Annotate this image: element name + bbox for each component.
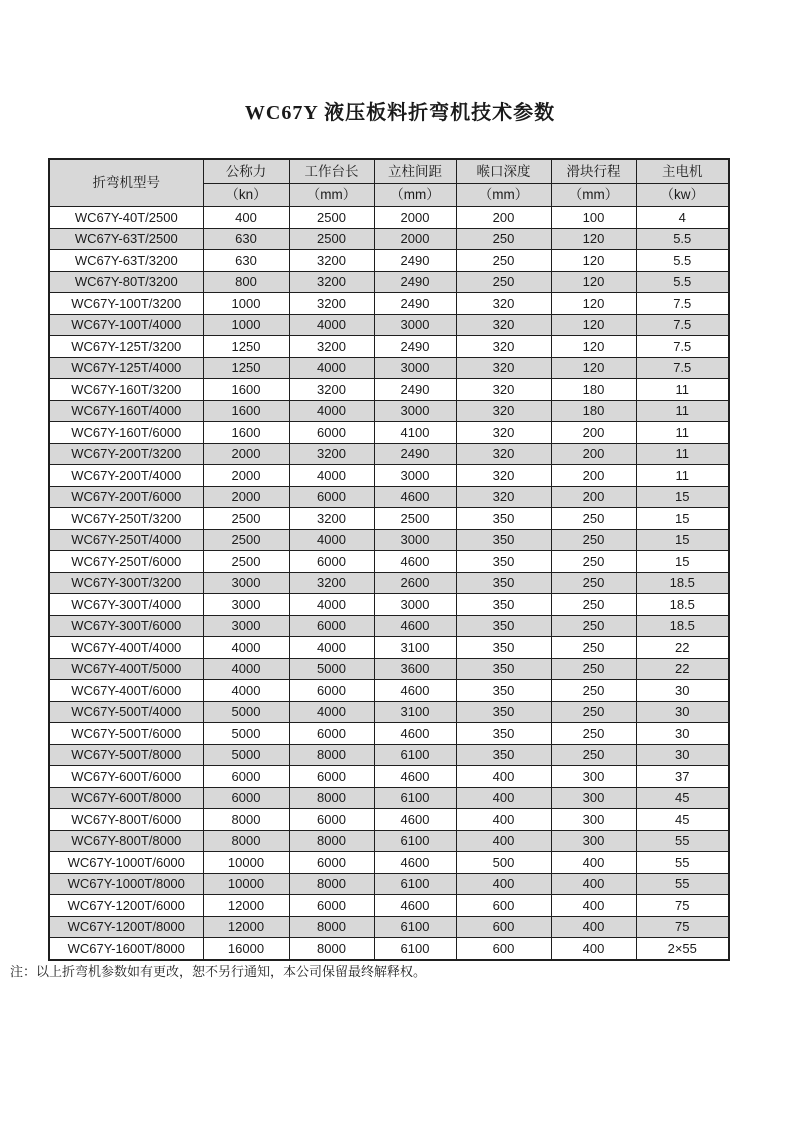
table-row xyxy=(49,830,729,852)
table-row xyxy=(49,809,729,831)
value-cell: 120 xyxy=(551,293,636,315)
value-cell: 250 xyxy=(551,551,636,573)
table-row xyxy=(49,486,729,508)
value-cell: 120 xyxy=(551,228,636,250)
value-cell: 4000 xyxy=(203,658,289,680)
value-cell: 3000 xyxy=(203,615,289,637)
value-cell: 2500 xyxy=(203,529,289,551)
value-cell: 7.5 xyxy=(636,336,729,358)
value-cell: 2490 xyxy=(374,250,456,272)
value-cell: 4000 xyxy=(289,637,374,659)
value-cell: 100 xyxy=(551,207,636,229)
value-cell: 3100 xyxy=(374,701,456,723)
value-cell: 8000 xyxy=(289,830,374,852)
value-cell: 2490 xyxy=(374,293,456,315)
value-cell: 1250 xyxy=(203,336,289,358)
value-cell: 600 xyxy=(456,895,551,917)
value-cell: 10000 xyxy=(203,852,289,874)
value-cell: 12000 xyxy=(203,895,289,917)
value-cell: 4600 xyxy=(374,551,456,573)
value-cell: 18.5 xyxy=(636,572,729,594)
value-cell: 6000 xyxy=(289,895,374,917)
value-cell: 400 xyxy=(456,809,551,831)
model-cell: WC67Y-250T/6000 xyxy=(49,551,203,573)
value-cell: 6000 xyxy=(203,766,289,788)
spec-table-body xyxy=(49,207,729,960)
value-cell: 2000 xyxy=(203,443,289,465)
value-cell: 5.5 xyxy=(636,250,729,272)
value-cell: 2000 xyxy=(203,486,289,508)
value-cell: 55 xyxy=(636,873,729,895)
value-cell: 11 xyxy=(636,465,729,487)
value-cell: 400 xyxy=(551,895,636,917)
table-row xyxy=(49,766,729,788)
value-cell: 3200 xyxy=(289,293,374,315)
value-cell: 8000 xyxy=(289,916,374,938)
value-cell: 4000 xyxy=(289,594,374,616)
value-cell: 6000 xyxy=(203,787,289,809)
value-cell: 600 xyxy=(456,916,551,938)
value-cell: 55 xyxy=(636,830,729,852)
value-cell: 320 xyxy=(456,314,551,336)
value-cell: 6000 xyxy=(289,680,374,702)
value-cell: 4000 xyxy=(203,680,289,702)
value-cell: 320 xyxy=(456,293,551,315)
value-cell: 400 xyxy=(551,852,636,874)
value-cell: 10000 xyxy=(203,873,289,895)
table-row xyxy=(49,422,729,444)
model-cell: WC67Y-300T/3200 xyxy=(49,572,203,594)
header-unit-cell: （mm） xyxy=(374,183,456,207)
value-cell: 400 xyxy=(456,787,551,809)
footnote: 注：以上折弯机参数如有更改，恕不另行通知，本公司保留最终解释权。 xyxy=(10,964,427,979)
value-cell: 320 xyxy=(456,379,551,401)
value-cell: 250 xyxy=(551,658,636,680)
value-cell: 3100 xyxy=(374,637,456,659)
value-cell: 4600 xyxy=(374,486,456,508)
spec-table-header xyxy=(49,159,729,207)
table-row xyxy=(49,508,729,530)
model-cell: WC67Y-600T/6000 xyxy=(49,766,203,788)
value-cell: 5.5 xyxy=(636,271,729,293)
value-cell: 2×55 xyxy=(636,938,729,960)
value-cell: 8000 xyxy=(289,744,374,766)
header-cell: 公称力 xyxy=(203,159,289,183)
value-cell: 6100 xyxy=(374,787,456,809)
model-cell: WC67Y-800T/6000 xyxy=(49,809,203,831)
value-cell: 2500 xyxy=(289,207,374,229)
value-cell: 11 xyxy=(636,400,729,422)
value-cell: 8000 xyxy=(289,787,374,809)
value-cell: 3000 xyxy=(374,357,456,379)
table-row xyxy=(49,400,729,422)
value-cell: 320 xyxy=(456,357,551,379)
value-cell: 250 xyxy=(551,680,636,702)
model-cell: WC67Y-600T/8000 xyxy=(49,787,203,809)
model-cell: WC67Y-400T/4000 xyxy=(49,637,203,659)
value-cell: 120 xyxy=(551,336,636,358)
value-cell: 3000 xyxy=(203,594,289,616)
model-cell: WC67Y-100T/3200 xyxy=(49,293,203,315)
value-cell: 30 xyxy=(636,744,729,766)
value-cell: 3000 xyxy=(374,400,456,422)
value-cell: 3000 xyxy=(374,314,456,336)
model-cell: WC67Y-160T/3200 xyxy=(49,379,203,401)
value-cell: 30 xyxy=(636,723,729,745)
value-cell: 75 xyxy=(636,895,729,917)
value-cell: 320 xyxy=(456,400,551,422)
value-cell: 500 xyxy=(456,852,551,874)
value-cell: 180 xyxy=(551,379,636,401)
value-cell: 11 xyxy=(636,422,729,444)
table-row xyxy=(49,594,729,616)
value-cell: 200 xyxy=(456,207,551,229)
table-row xyxy=(49,336,729,358)
table-row xyxy=(49,293,729,315)
value-cell: 200 xyxy=(551,443,636,465)
table-row xyxy=(49,250,729,272)
value-cell: 6000 xyxy=(289,551,374,573)
value-cell: 250 xyxy=(551,572,636,594)
header-cell-model: 折弯机型号 xyxy=(49,159,203,207)
value-cell: 2490 xyxy=(374,336,456,358)
table-row xyxy=(49,744,729,766)
value-cell: 6000 xyxy=(289,486,374,508)
table-row xyxy=(49,529,729,551)
model-cell: WC67Y-1000T/6000 xyxy=(49,852,203,874)
header-unit-cell: （kn） xyxy=(203,183,289,207)
value-cell: 4600 xyxy=(374,723,456,745)
header-unit-cell: （mm） xyxy=(551,183,636,207)
value-cell: 11 xyxy=(636,443,729,465)
value-cell: 400 xyxy=(456,873,551,895)
value-cell: 350 xyxy=(456,572,551,594)
value-cell: 1250 xyxy=(203,357,289,379)
value-cell: 3200 xyxy=(289,336,374,358)
value-cell: 2000 xyxy=(374,207,456,229)
value-cell: 250 xyxy=(551,723,636,745)
model-cell: WC67Y-200T/3200 xyxy=(49,443,203,465)
value-cell: 400 xyxy=(456,830,551,852)
value-cell: 3600 xyxy=(374,658,456,680)
value-cell: 16000 xyxy=(203,938,289,960)
value-cell: 1000 xyxy=(203,314,289,336)
model-cell: WC67Y-300T/4000 xyxy=(49,594,203,616)
value-cell: 120 xyxy=(551,250,636,272)
model-cell: WC67Y-1000T/8000 xyxy=(49,873,203,895)
value-cell: 15 xyxy=(636,529,729,551)
value-cell: 8000 xyxy=(289,938,374,960)
value-cell: 6100 xyxy=(374,873,456,895)
value-cell: 350 xyxy=(456,723,551,745)
value-cell: 3200 xyxy=(289,271,374,293)
value-cell: 350 xyxy=(456,744,551,766)
value-cell: 300 xyxy=(551,830,636,852)
value-cell: 7.5 xyxy=(636,357,729,379)
value-cell: 5.5 xyxy=(636,228,729,250)
value-cell: 6100 xyxy=(374,938,456,960)
value-cell: 4600 xyxy=(374,680,456,702)
value-cell: 250 xyxy=(456,228,551,250)
table-row xyxy=(49,787,729,809)
value-cell: 120 xyxy=(551,271,636,293)
model-cell: WC67Y-800T/8000 xyxy=(49,830,203,852)
model-cell: WC67Y-400T/6000 xyxy=(49,680,203,702)
table-row xyxy=(49,271,729,293)
value-cell: 4000 xyxy=(289,357,374,379)
value-cell: 6000 xyxy=(289,852,374,874)
value-cell: 320 xyxy=(456,443,551,465)
table-row xyxy=(49,228,729,250)
value-cell: 55 xyxy=(636,852,729,874)
value-cell: 6000 xyxy=(289,766,374,788)
value-cell: 250 xyxy=(551,594,636,616)
value-cell: 4000 xyxy=(203,637,289,659)
value-cell: 400 xyxy=(551,938,636,960)
value-cell: 3000 xyxy=(203,572,289,594)
value-cell: 180 xyxy=(551,400,636,422)
value-cell: 2500 xyxy=(203,551,289,573)
table-row xyxy=(49,637,729,659)
value-cell: 400 xyxy=(456,766,551,788)
header-unit-cell: （mm） xyxy=(289,183,374,207)
value-cell: 3000 xyxy=(374,529,456,551)
value-cell: 350 xyxy=(456,658,551,680)
spec-table xyxy=(48,158,730,961)
value-cell: 75 xyxy=(636,916,729,938)
value-cell: 18.5 xyxy=(636,594,729,616)
value-cell: 6000 xyxy=(289,422,374,444)
value-cell: 350 xyxy=(456,551,551,573)
value-cell: 22 xyxy=(636,658,729,680)
model-cell: WC67Y-100T/4000 xyxy=(49,314,203,336)
value-cell: 400 xyxy=(551,916,636,938)
model-cell: WC67Y-200T/6000 xyxy=(49,486,203,508)
value-cell: 120 xyxy=(551,357,636,379)
value-cell: 350 xyxy=(456,594,551,616)
header-cell: 工作台长 xyxy=(289,159,374,183)
value-cell: 6000 xyxy=(289,615,374,637)
value-cell: 4600 xyxy=(374,766,456,788)
header-cell: 滑块行程 xyxy=(551,159,636,183)
value-cell: 300 xyxy=(551,766,636,788)
table-row xyxy=(49,701,729,723)
table-row xyxy=(49,572,729,594)
table-row xyxy=(49,207,729,229)
model-cell: WC67Y-500T/6000 xyxy=(49,723,203,745)
value-cell: 5000 xyxy=(289,658,374,680)
model-cell: WC67Y-500T/4000 xyxy=(49,701,203,723)
model-cell: WC67Y-160T/4000 xyxy=(49,400,203,422)
value-cell: 600 xyxy=(456,938,551,960)
value-cell: 45 xyxy=(636,787,729,809)
model-cell: WC67Y-1200T/6000 xyxy=(49,895,203,917)
value-cell: 200 xyxy=(551,486,636,508)
value-cell: 7.5 xyxy=(636,293,729,315)
value-cell: 6100 xyxy=(374,916,456,938)
value-cell: 1600 xyxy=(203,422,289,444)
value-cell: 3200 xyxy=(289,250,374,272)
value-cell: 120 xyxy=(551,314,636,336)
value-cell: 30 xyxy=(636,701,729,723)
value-cell: 400 xyxy=(203,207,289,229)
value-cell: 45 xyxy=(636,809,729,831)
value-cell: 250 xyxy=(551,701,636,723)
table-row xyxy=(49,443,729,465)
value-cell: 3000 xyxy=(374,465,456,487)
value-cell: 3000 xyxy=(374,594,456,616)
value-cell: 250 xyxy=(551,744,636,766)
model-cell: WC67Y-1600T/8000 xyxy=(49,938,203,960)
value-cell: 4600 xyxy=(374,809,456,831)
header-unit-cell: （kw） xyxy=(636,183,729,207)
value-cell: 15 xyxy=(636,486,729,508)
value-cell: 4600 xyxy=(374,615,456,637)
value-cell: 1600 xyxy=(203,379,289,401)
value-cell: 12000 xyxy=(203,916,289,938)
value-cell: 200 xyxy=(551,422,636,444)
table-row xyxy=(49,895,729,917)
value-cell: 250 xyxy=(551,529,636,551)
value-cell: 2000 xyxy=(374,228,456,250)
value-cell: 2000 xyxy=(203,465,289,487)
value-cell: 11 xyxy=(636,379,729,401)
value-cell: 18.5 xyxy=(636,615,729,637)
value-cell: 4600 xyxy=(374,852,456,874)
value-cell: 350 xyxy=(456,701,551,723)
value-cell: 15 xyxy=(636,508,729,530)
value-cell: 6100 xyxy=(374,830,456,852)
header-cell: 立柱间距 xyxy=(374,159,456,183)
value-cell: 2500 xyxy=(289,228,374,250)
value-cell: 2490 xyxy=(374,443,456,465)
value-cell: 250 xyxy=(456,250,551,272)
value-cell: 22 xyxy=(636,637,729,659)
model-cell: WC67Y-125T/4000 xyxy=(49,357,203,379)
value-cell: 350 xyxy=(456,508,551,530)
value-cell: 250 xyxy=(551,508,636,530)
model-cell: WC67Y-63T/3200 xyxy=(49,250,203,272)
value-cell: 2500 xyxy=(374,508,456,530)
value-cell: 5000 xyxy=(203,744,289,766)
model-cell: WC67Y-300T/6000 xyxy=(49,615,203,637)
value-cell: 3200 xyxy=(289,379,374,401)
table-row xyxy=(49,465,729,487)
value-cell: 8000 xyxy=(203,809,289,831)
value-cell: 6100 xyxy=(374,744,456,766)
table-row xyxy=(49,852,729,874)
table-row xyxy=(49,615,729,637)
value-cell: 300 xyxy=(551,787,636,809)
value-cell: 2490 xyxy=(374,271,456,293)
value-cell: 400 xyxy=(551,873,636,895)
table-row xyxy=(49,938,729,960)
value-cell: 320 xyxy=(456,486,551,508)
value-cell: 4100 xyxy=(374,422,456,444)
header-cell: 主电机 xyxy=(636,159,729,183)
table-row xyxy=(49,658,729,680)
value-cell: 350 xyxy=(456,529,551,551)
value-cell: 250 xyxy=(551,615,636,637)
model-cell: WC67Y-400T/5000 xyxy=(49,658,203,680)
value-cell: 3200 xyxy=(289,508,374,530)
value-cell: 320 xyxy=(456,422,551,444)
table-row xyxy=(49,357,729,379)
value-cell: 30 xyxy=(636,680,729,702)
value-cell: 4000 xyxy=(289,465,374,487)
value-cell: 5000 xyxy=(203,723,289,745)
table-row xyxy=(49,680,729,702)
value-cell: 8000 xyxy=(203,830,289,852)
value-cell: 350 xyxy=(456,680,551,702)
value-cell: 350 xyxy=(456,637,551,659)
table-row xyxy=(49,314,729,336)
header-cell: 喉口深度 xyxy=(456,159,551,183)
value-cell: 1600 xyxy=(203,400,289,422)
header-unit-cell: （mm） xyxy=(456,183,551,207)
table-row xyxy=(49,551,729,573)
value-cell: 630 xyxy=(203,228,289,250)
page-title: WC67Y 液压板料折弯机技术参数 xyxy=(244,102,556,124)
model-cell: WC67Y-125T/3200 xyxy=(49,336,203,358)
value-cell: 15 xyxy=(636,551,729,573)
value-cell: 3200 xyxy=(289,572,374,594)
value-cell: 6000 xyxy=(289,809,374,831)
model-cell: WC67Y-1200T/8000 xyxy=(49,916,203,938)
model-cell: WC67Y-250T/3200 xyxy=(49,508,203,530)
table-row xyxy=(49,916,729,938)
value-cell: 8000 xyxy=(289,873,374,895)
value-cell: 200 xyxy=(551,465,636,487)
value-cell: 4000 xyxy=(289,400,374,422)
value-cell: 250 xyxy=(551,637,636,659)
value-cell: 4600 xyxy=(374,895,456,917)
model-cell: WC67Y-40T/2500 xyxy=(49,207,203,229)
value-cell: 300 xyxy=(551,809,636,831)
value-cell: 2500 xyxy=(203,508,289,530)
value-cell: 2600 xyxy=(374,572,456,594)
value-cell: 4000 xyxy=(289,529,374,551)
table-row xyxy=(49,723,729,745)
value-cell: 4000 xyxy=(289,701,374,723)
table-row xyxy=(49,873,729,895)
value-cell: 6000 xyxy=(289,723,374,745)
value-cell: 350 xyxy=(456,615,551,637)
value-cell: 7.5 xyxy=(636,314,729,336)
model-cell: WC67Y-500T/8000 xyxy=(49,744,203,766)
value-cell: 800 xyxy=(203,271,289,293)
value-cell: 4000 xyxy=(289,314,374,336)
value-cell: 630 xyxy=(203,250,289,272)
value-cell: 1000 xyxy=(203,293,289,315)
value-cell: 37 xyxy=(636,766,729,788)
model-cell: WC67Y-63T/2500 xyxy=(49,228,203,250)
value-cell: 320 xyxy=(456,336,551,358)
model-cell: WC67Y-250T/4000 xyxy=(49,529,203,551)
value-cell: 3200 xyxy=(289,443,374,465)
value-cell: 2490 xyxy=(374,379,456,401)
value-cell: 4 xyxy=(636,207,729,229)
value-cell: 320 xyxy=(456,465,551,487)
model-cell: WC67Y-200T/4000 xyxy=(49,465,203,487)
value-cell: 250 xyxy=(456,271,551,293)
model-cell: WC67Y-160T/6000 xyxy=(49,422,203,444)
table-row xyxy=(49,379,729,401)
model-cell: WC67Y-80T/3200 xyxy=(49,271,203,293)
value-cell: 5000 xyxy=(203,701,289,723)
